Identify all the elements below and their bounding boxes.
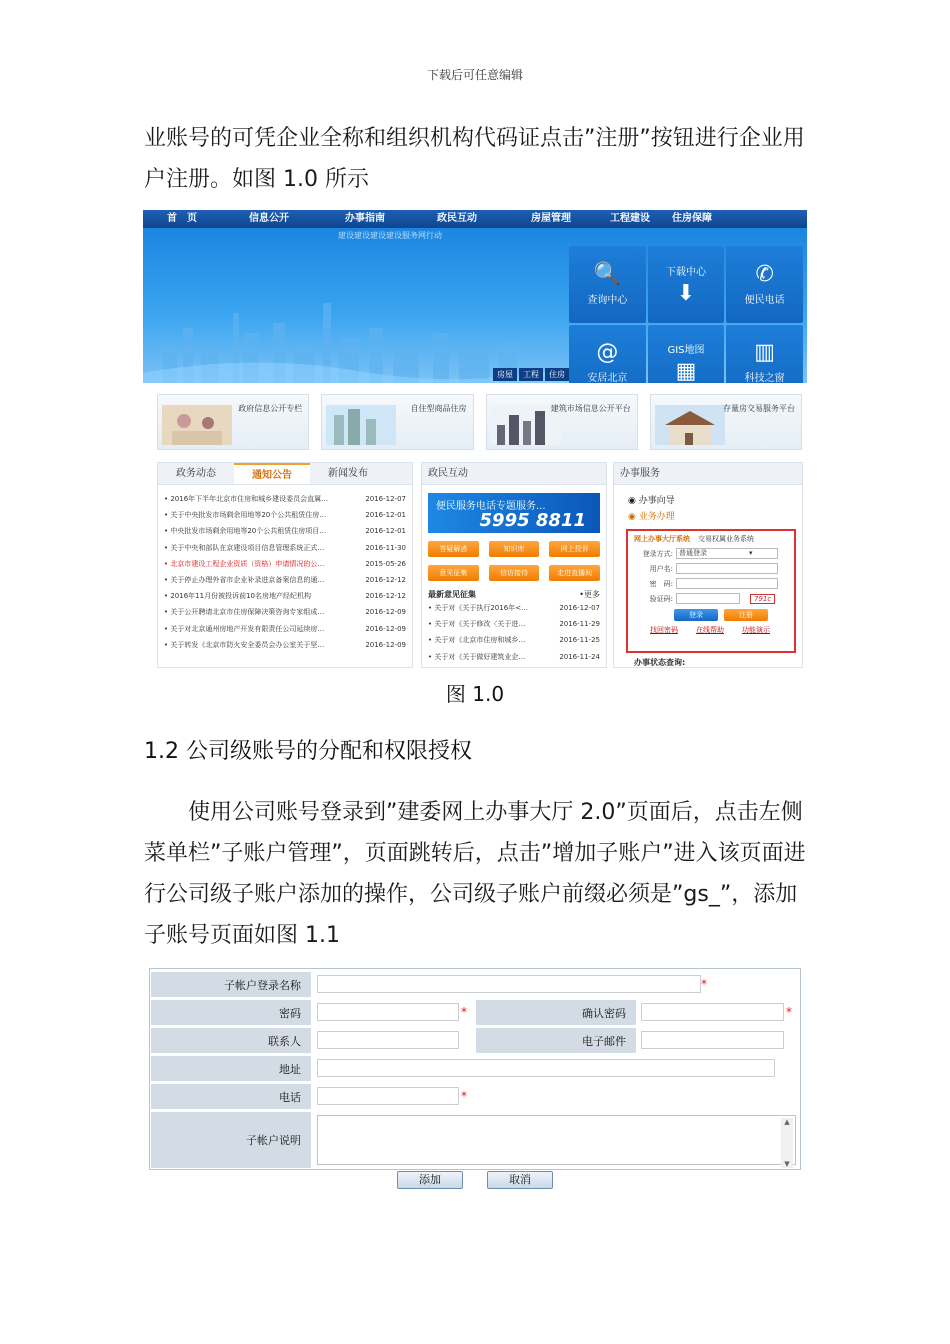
office-people-image: [162, 405, 232, 445]
nav-construction[interactable]: 工程建设: [610, 213, 650, 224]
field-label: 用户名:: [649, 564, 673, 573]
portal-banner: [143, 228, 807, 383]
captcha-input[interactable]: [676, 593, 740, 604]
add-subaccount-form: [149, 968, 801, 1170]
captcha-row: [634, 593, 788, 604]
hotline-banner[interactable]: [428, 493, 600, 533]
service-tiles: [569, 246, 803, 383]
label-confirm-password: 确认密码: [476, 1000, 636, 1025]
card-title: 自住型商品住房: [410, 404, 467, 413]
email-field[interactable]: [641, 1031, 784, 1049]
news-date: 2016-12-12: [365, 576, 406, 585]
login-actions: [674, 609, 788, 621]
phone-field[interactable]: [317, 1087, 459, 1105]
news-title: • 关于公开聘请北京市住房保障决策咨询专家组成…: [164, 608, 325, 617]
list-item[interactable]: [158, 556, 412, 572]
paragraph-intro: 业账号的可凭企业全称和组织机构代码证点击”注册”按钮进行企业用户注册。如图 1.0 所示: [144, 126, 805, 192]
card-stock-housing[interactable]: [650, 394, 802, 450]
complaint-button[interactable]: 网上投诉: [549, 541, 600, 557]
card-title: 存量房交易服务平台: [723, 404, 795, 413]
news-title: • 中央批发市场剩余用地等20个公共租赁住房项目…: [164, 527, 327, 536]
nav-interact[interactable]: 政民互动: [437, 213, 477, 224]
news-title: • 2016年11月份被投诉前10名房地产经纪机构: [164, 592, 311, 601]
interaction-panel: [421, 462, 607, 668]
phone-icon: ✆: [755, 261, 774, 287]
card-title: 建筑市场信息公开平台: [550, 404, 631, 413]
tile-query-center[interactable]: [569, 246, 646, 323]
password-row: [634, 578, 788, 589]
nav-guide[interactable]: 办事指南: [345, 213, 385, 224]
at-sign-icon: @: [596, 340, 619, 366]
login-method-select[interactable]: 普通登录 ▾: [676, 548, 778, 559]
address-field[interactable]: [317, 1059, 775, 1077]
opinion-item-title: • 关于对《北京市住房和城乡…: [428, 636, 526, 645]
news-date: 2016-11-30: [365, 543, 406, 552]
service-guide-link[interactable]: ◉ 办事向导: [628, 496, 675, 506]
banner-tab-residence[interactable]: 住房: [545, 368, 569, 381]
download-arrow-icon: ⬇: [676, 280, 696, 306]
nav-home[interactable]: 首 页: [167, 213, 197, 224]
news-title: • 关于中央和部队在京建设项目信息管理系统正式…: [164, 543, 325, 552]
login-help-links: [634, 625, 788, 635]
tile-anju-beijing[interactable]: [569, 325, 646, 384]
login-method-row: [634, 548, 788, 559]
required-mark: *: [461, 1089, 467, 1103]
news-title: • 关于中央批发市场剩余用地等20个公共租赁住房…: [164, 511, 327, 520]
banner-tab-house[interactable]: 房屋: [493, 368, 517, 381]
opinion-item-title: • 关于对《关于修改〈关于进…: [428, 620, 526, 629]
contact-field[interactable]: [317, 1031, 459, 1049]
news-date: 2016-12-07: [365, 495, 406, 503]
petition-button[interactable]: 信访接待: [489, 565, 540, 581]
card-building-market[interactable]: [486, 394, 638, 450]
demo-link[interactable]: 功能演示: [742, 626, 770, 634]
card-self-housing[interactable]: [321, 394, 473, 450]
password-field[interactable]: [317, 1003, 459, 1021]
field-label: 登录方式:: [642, 549, 673, 558]
map-icon: ▦: [675, 359, 697, 383]
opinion-item-date: 2016-11-29: [559, 620, 600, 629]
opinion-title: 最新意见征集: [428, 590, 476, 599]
panel-title: 办事服务: [620, 468, 660, 479]
textarea-scrollbar[interactable]: [781, 1118, 793, 1168]
login-box-highlighted: [626, 529, 796, 653]
required-mark: *: [461, 1005, 467, 1019]
card-title: 政府信息公开专栏: [238, 404, 303, 413]
qa-button[interactable]: 答疑解惑: [428, 541, 479, 557]
forgot-password-link[interactable]: 找回密码: [650, 626, 678, 634]
confirm-password-field[interactable]: [641, 1003, 784, 1021]
opinion-item-date: 2016-12-07: [559, 604, 600, 612]
list-item[interactable]: [158, 621, 412, 637]
page-header-note: 下载后可任意编辑: [426, 68, 523, 82]
password-input[interactable]: [676, 578, 778, 589]
status-query-label: 办事状态查询:: [634, 658, 686, 667]
label-address: 地址: [151, 1056, 311, 1081]
scroll-up-icon: ▲: [784, 1118, 790, 1126]
figure-caption-1-0: 图 1.0: [445, 682, 505, 706]
opinion-item-title: • 关于对《关于执行2016年<…: [428, 604, 529, 612]
cancel-button[interactable]: 取消: [487, 1171, 553, 1189]
opinion-item-title: • 关于对《关于做好建筑业企…: [428, 652, 526, 661]
tile-gis-map[interactable]: [648, 325, 725, 384]
field-label: 验证码:: [649, 594, 673, 603]
tile-label: 下载中心: [665, 266, 706, 278]
live-room-button[interactable]: 走进直播间: [549, 565, 600, 581]
opinion-header: [422, 589, 606, 600]
service-header: [614, 463, 802, 485]
login-button[interactable]: 登录: [674, 609, 718, 621]
list-item[interactable]: [422, 632, 606, 648]
tab-transaction-system[interactable]: 交易权属业务系统: [698, 535, 754, 543]
news-date: 2016-12-01: [365, 527, 406, 536]
list-item[interactable]: [158, 588, 412, 604]
opinion-button[interactable]: 意见征集: [428, 565, 479, 581]
username-input[interactable]: [676, 563, 778, 574]
nav-security[interactable]: 住房保障: [672, 213, 712, 224]
label-contact: 联系人: [151, 1028, 311, 1053]
building-icon: ▥: [754, 340, 776, 366]
online-help-link[interactable]: 在线帮助: [696, 626, 724, 634]
service-links: [614, 485, 802, 525]
nav-housing[interactable]: 房屋管理: [531, 213, 571, 224]
banner-category-tabs: [493, 368, 569, 381]
figure-portal-screenshot: [143, 210, 807, 668]
hotline-number: 5995 8811: [479, 510, 586, 531]
section-heading: 1.2 公司级账号的分配和权限授权: [144, 739, 472, 764]
login-system-tabs: [634, 534, 788, 544]
banner-tab-project[interactable]: 工程: [519, 368, 543, 381]
description-textarea[interactable]: [317, 1115, 796, 1168]
label-phone: 电话: [151, 1084, 311, 1109]
news-date: 2015-05-26: [365, 559, 406, 568]
news-title: • 北京市建设工程企业资质（资格）申请情况的公…: [164, 559, 325, 568]
interaction-header: [422, 463, 606, 485]
opinion-item-date: 2016-11-24: [559, 652, 600, 661]
news-date: 2016-12-09: [365, 608, 406, 617]
service-do-link[interactable]: ◉ 业务办理: [628, 512, 675, 522]
label-password: 密码: [151, 1000, 311, 1025]
list-item[interactable]: [422, 616, 606, 632]
list-item[interactable]: [158, 637, 412, 653]
hotline-text: 便民服务电话专题服务...: [436, 501, 546, 512]
tab-online-hall[interactable]: 网上办事大厅系统: [634, 535, 690, 543]
news-date: 2016-12-09: [365, 640, 406, 649]
interaction-buttons: [428, 541, 600, 581]
list-item[interactable]: [158, 491, 412, 507]
news-date: 2016-12-01: [365, 511, 406, 520]
list-item[interactable]: [158, 523, 412, 539]
knowledge-button[interactable]: 知识库: [489, 541, 540, 557]
tile-download-center[interactable]: [648, 246, 725, 323]
scroll-down-icon: ▼: [784, 1160, 790, 1168]
label-email: 电子邮件: [476, 1028, 636, 1053]
label-login-name: 子帐户登录名称: [151, 972, 311, 997]
news-date: 2016-12-09: [365, 624, 406, 633]
tab-notices[interactable]: 通知公告: [234, 463, 310, 484]
tile-label: 便民电话: [744, 294, 785, 306]
paragraph-instructions: 使用公司账号登录到”建委网上办事大厅 2.0”页面后，点击左侧菜单栏”子账户管理”，页面跳转后，点击”增加子账户”进入该页面进行公司级子账户添加的操作，公司级子账户前缀必须是”gs_”，添加子账号页面如图 1.1: [144, 800, 806, 948]
card-gov-info[interactable]: [157, 394, 309, 450]
news-list: [158, 485, 412, 653]
feature-cards: [157, 394, 802, 450]
portal-nav-bar: [143, 210, 807, 228]
news-title: • 2016年下半年北京市住房和城乡建设委员会直属…: [164, 495, 329, 503]
list-item[interactable]: [158, 507, 412, 523]
username-row: [634, 563, 788, 574]
tile-hotline[interactable]: [726, 246, 803, 323]
captcha-image[interactable]: 791c: [750, 594, 775, 604]
required-mark: *: [786, 1005, 792, 1019]
news-title: • 关于对北京通州房地产开发有限责任公司延续房…: [164, 624, 325, 633]
required-mark: *: [701, 977, 707, 991]
banner-subtitle: 建设建设建设建设服务网行动: [338, 231, 442, 240]
list-item[interactable]: [158, 540, 412, 556]
panel-title: 政民互动: [428, 468, 468, 479]
news-date: 2016-12-12: [365, 592, 406, 601]
nav-info[interactable]: 信息公开: [249, 213, 289, 224]
tab-press[interactable]: 新闻发布: [328, 468, 368, 479]
opinion-item-date: 2016-11-25: [559, 636, 600, 645]
field-label: 密 码:: [649, 579, 673, 588]
list-item[interactable]: [422, 649, 606, 665]
news-tabs: [158, 463, 412, 485]
tile-label: 科技之窗: [744, 373, 785, 383]
service-panel: [613, 462, 803, 668]
tile-label: 安居北京: [587, 373, 628, 383]
add-button[interactable]: 添加: [397, 1171, 463, 1189]
housing-image: [326, 405, 396, 445]
list-item[interactable]: [158, 572, 412, 588]
house-image: [655, 405, 725, 445]
news-title: • 关于转发《北京市防火安全委员会办公室关于坚…: [164, 640, 325, 649]
tile-tech-window[interactable]: [726, 325, 803, 384]
tab-gov-news[interactable]: 政务动态: [176, 468, 216, 479]
news-panel: [157, 462, 413, 668]
label-description: 子帐户说明: [151, 1112, 311, 1168]
list-item[interactable]: [158, 604, 412, 620]
more-link[interactable]: •更多: [579, 590, 600, 599]
search-icon: 🔍: [593, 261, 622, 287]
login-name-input[interactable]: [317, 975, 701, 993]
tile-label: GIS地图: [667, 345, 705, 357]
list-item[interactable]: [422, 600, 606, 616]
register-button[interactable]: 注册: [724, 609, 768, 621]
tile-label: 查询中心: [587, 294, 628, 306]
news-title: • 关于停止办理外省市企业补录进京备案信息的通…: [164, 576, 325, 585]
